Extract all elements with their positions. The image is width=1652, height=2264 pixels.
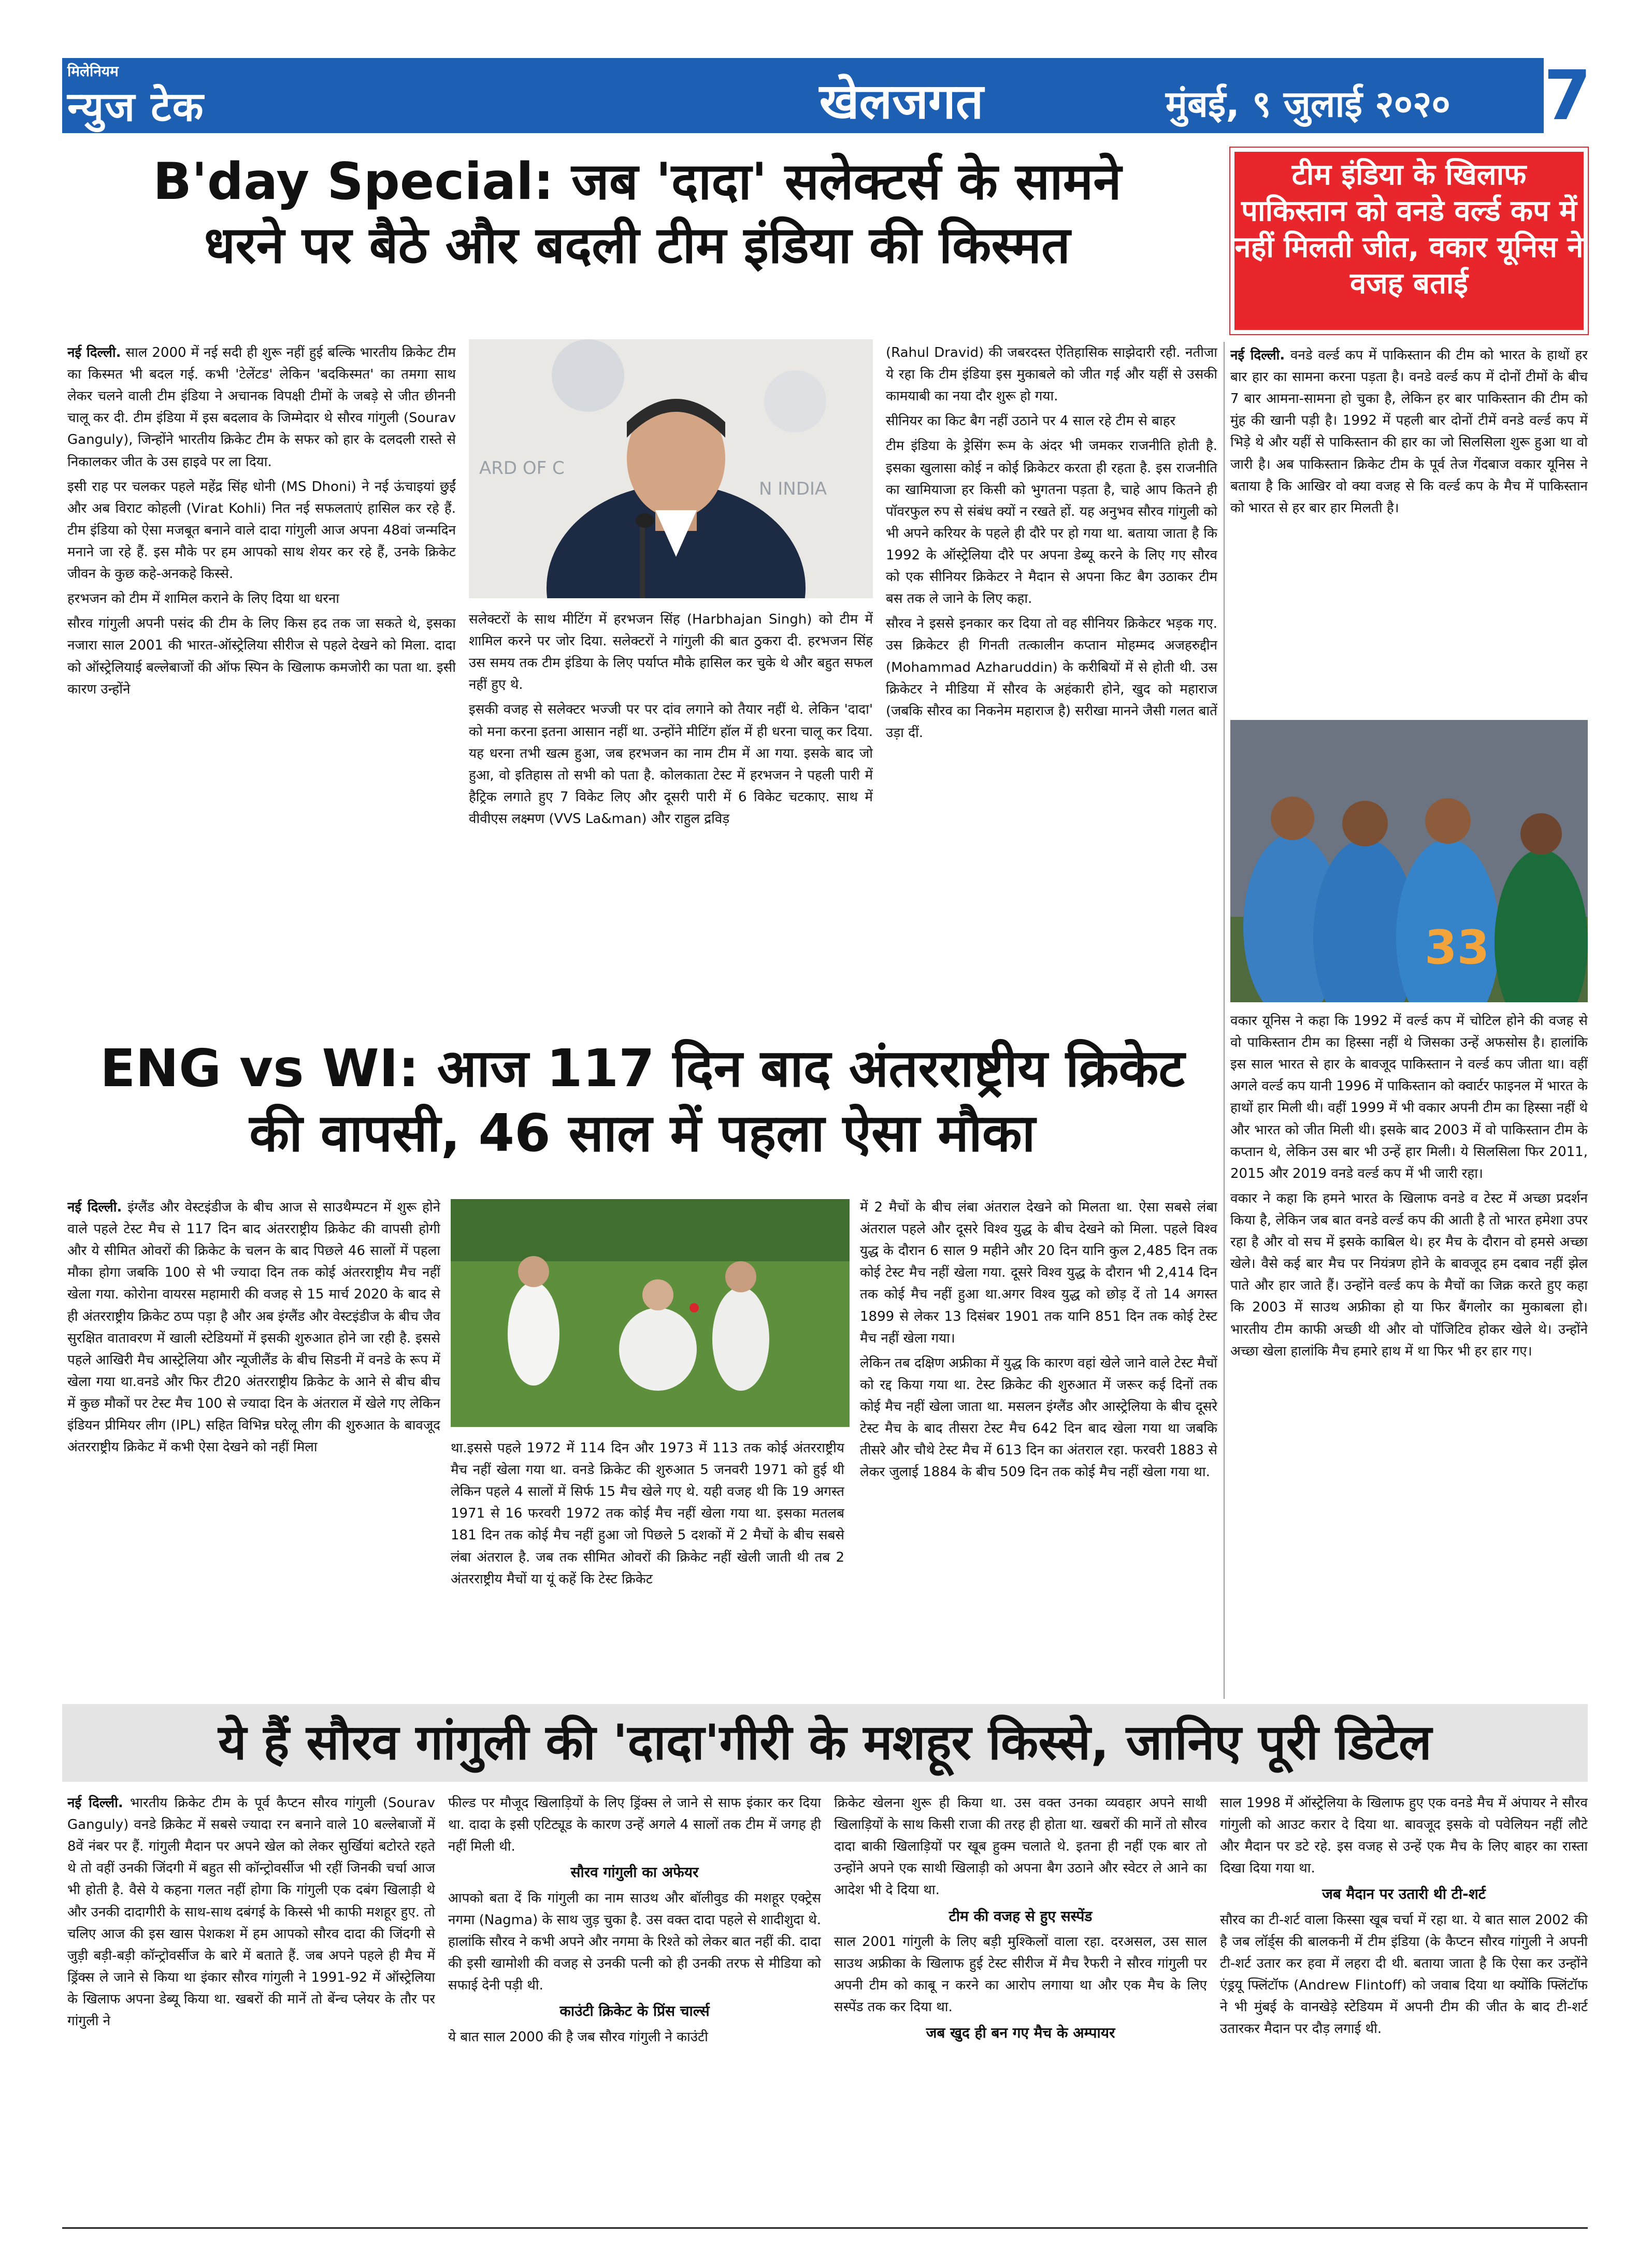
story1-col1-para1: साल 2000 में नई सदी ही शुरू नहीं हुई बल्कि भारतीय क्रिकेट टीम का किस्मत भी बदल गई. कभी 'टेलेंटड' लेकिन 'बदकिस्मत' का तमगा साथ लेकर चलने वाली टीम इंडिया ने अचानक विपक्षी टीमों के जबड़े से जीत छीननी चालू कर दी. टीम इंडिया में इस बदलाव के जिम्मेदार थे सौरव गांगुली (Sourav Ganguly), जिन्होंने भारतीय क्रिकेट टीम के सफर को हार के दलदली रास्ते से निकालकर जीत के उस हाइवे पर ला दिया. xyxy=(67,345,456,470)
page-number: 7 xyxy=(1544,56,1591,136)
story1-dateline: नई दिल्ली. xyxy=(67,345,121,360)
story3-column-3 xyxy=(834,1792,1207,2212)
story2-col3-para2: लेकिन तब दक्षिण अफ्रीका में युद्ध कि कारण वहां खेले जाने वाले टेस्ट मैचों को रद्द किया गया था. टेस्ट क्रिकेट की शुरुआत में जरूर कई दिनों तक कोई मैच नहीं खेला जाता था. मसलन इंग्लैंड और आस्ट्रेलिया के बीच दूसरे टेस्ट मैच के बाद तीसरा टेस्ट मैच 642 दिन बाद खेला गया था जबकि तीसरे और चौथे टेस्ट मैच में 613 दिन का अंतराल रहा. फरवरी 1883 से लेकर जुलाई 1884 के बीच 509 दिन तक कोई मैच नहीं खेला गया था. xyxy=(860,1355,1217,1480)
story3-col2-subhead2: काउंटी क्रिकेट के प्रिंस चार्ल्स xyxy=(559,2002,710,2020)
photo-backdrop-text-left: ARD OF C xyxy=(479,458,565,479)
story3-column-4 xyxy=(1220,1792,1588,2212)
column-divider xyxy=(1224,342,1225,1699)
story3-col2-para1: फील्ड पर मौजूद खिलाड़ियों के लिए ड्रिंक्स ले जाने से साफ इंकार कर दिया था. दादा के इसी एटिट्यूड के कारण उन्हें अगले 4 सालों तक टीम में जगह ही नहीं मिली थी. xyxy=(448,1795,821,1855)
story3-col2-para3: ये बात साल 2000 की है जब सौरव गांगुली ने काउंटी xyxy=(448,2029,708,2045)
india-team-photo-graphic xyxy=(1230,720,1588,1002)
story1-headline-line1: B'day Special: जब 'दादा' सलेक्टर्स के सामने xyxy=(153,152,1122,211)
story1-col2-para1: सलेक्टरों के साथ मीटिंग में हरभजन सिंह (Harbhajan Singh) को टीम में शामिल करने पर जोर दिया. सलेक्टरों ने गांगुली की बात ठुकरा दी. हरभजन सिंह उस समय तक टीम इंडिया के लिए पर्याप्त मौके हासिल कर चुके थे और बहुत सफल नहीं हुए थे. xyxy=(469,612,873,693)
story1-col3-para3: सौरव ने इससे इनकार कर दिया तो वह सीनियर क्रिकेटर भड़क गए. उस क्रिकेटर ही गिनती तत्कालीन कप्तान मोहम्मद अजहरुद्दीन (Mohammad Azharuddin) के करीबियों में से होती थी. उस क्रिकेटर ने मीडिया में सौरव के अहंकारी होने, खुद को महाराज (जबकि सौरव का निकनेम महाराज है) सरीखा मानने जैसी गलत बातें उड़ा दीं. xyxy=(886,616,1217,741)
story3-headline: ये हैं सौरव गांगुली की 'दादा'गीरी के मशहूर किस्से, जानिए पूरी डिटेल xyxy=(218,1714,1432,1771)
story3-column-1 xyxy=(67,1792,435,2212)
sidebar-para2: वकार यूनिस ने कहा कि 1992 में वर्ल्ड कप में चोटिल होने की वजह से वो पाकिस्तान टीम का हिस्सा नहीं थे जिसका उन्हें अफसोस है। हालांकि इस साल भारत से हार के बावजूद पाकिस्तान ने वर्ल्ड कप जीता था। वहीं अगले वर्ल्ड कप यानी 1996 में पाकिस्तान को क्वार्टर फाइनल में भारत के हाथों हार मिली थी। वहीं 1999 में भी वकार अपनी टीम का हिस्सा नहीं थे और भारत को जीत मिली थी। इसके बाद 2003 में वो पाकिस्तान टीम के कप्तान थे, लेकिन उस बार भी उन्हें हार मिली। ये सिलसिला फिर 2011, 2015 और 2019 वनडे वर्ल्ड कप में भी जारी रहा। xyxy=(1230,1013,1588,1181)
story1-col3-subhead: सीनियर का किट बैग नहीं उठाने पर 4 साल रहे टीम से बाहर xyxy=(886,413,1176,429)
sidebar-headline-box: टीम इंडिया के खिलाफ पाकिस्तान को वनडे वर्ल्ड कप में नहीं मिलती जीत, वकार यूनिस ने वजह बताई xyxy=(1230,148,1588,334)
story1-col3-para2: टीम इंडिया के ड्रेसिंग रूम के अंदर भी जमकर राजनीति होती है. इसका खुलासा कोई न कोई क्रिकेटर करता ही रहता है. इस राजनीति का खामियाजा हर किसी को भुगतना पड़ता है, चाहे आप कितने ही पॉवरफुल रुप से संबंध क्यों न रखते हों. यह अनुभव सौरव गांगुली को भी अपने करियर के पहले ही दौरे पर हो गया था. बताया जाता है कि 1992 के ऑस्ट्रेलिया दौरे पर अपना डेब्यू करने के लिए गए सौरव को एक सीनियर क्रिकेटर ने मैदान से अपना किट बैग उठाकर टीम बस तक ले जाने के लिए कहा. xyxy=(886,438,1217,607)
india-team-photo xyxy=(1230,720,1588,1002)
story3-col3-subhead2: जब खुद ही बन गए मैच के अम्पायर xyxy=(926,2024,1115,2042)
story3-col4-para2: सौरव का टी-शर्ट वाला किस्सा खूब चर्चा में रहा था. ये बात साल 2002 की है जब लॉर्ड्स की बालकनी में टीम इंडिया (के कैप्टन सौरव गांगुली ने अपनी टी-शर्ट उतार कर हवा में लहरा दी थी. बताया जाता है कि ऐसा कर उन्होंने एंड्रयू फ्लिंटॉफ (Andrew Flintoff) को जवाब दिया था क्योंकि फ्लिंटॉफ ने भी मुंबई के वानखेड़े स्टेडियम में अपनी टीम की जीत के बाद टी-शर्ट उतारकर मैदान पर दौड़ लगाई थी. xyxy=(1220,1912,1588,2037)
story1-col2-para2: इसकी वजह से सलेक्टर भज्जी पर पर दांव लगाने को तैयार नहीं थे. लेकिन 'दादा' को मना करना इतना आसान नहीं था. उन्होंने मीटिंग हॉल में ही धरना चालू कर दिया. यह धरना तभी खत्म हुआ, जब हरभजन का नाम टीम में आ गया. इसके बाद जो हुआ, वो इतिहास तो सभी को पता है. कोलकाता टेस्ट में हरभजन ने पहली पारी में हैट्रिक लगाते हुए 7 विकेट लिए और दूसरी पारी में 6 विकेट चटकाए. साथ में वीवीएस लक्ष्मण (VVS La&man) और राहुल द्रविड़ xyxy=(469,702,873,827)
story1-column-3 xyxy=(886,342,1217,1015)
story1-col3-para1: (Rahul Dravid) की जबरदस्त ऐतिहासिक साझेदारी रही. नतीजा ये रहा कि टीम इंडिया इस मुकाबले को जीत गई और यहीं से उसकी कामयाबी का नया दौर शुरू हो गया. xyxy=(886,345,1217,405)
sidebar-column-bottom xyxy=(1230,1010,1588,1694)
sidebar-para3: वकार ने कहा कि हमने भारत के खिलाफ वनडे व टेस्ट में अच्छा प्रदर्शन किया है, लेकिन जब बात वनडे वर्ल्ड कप की आती है तो भारत हमेशा उपर रहा है और वो सच में इसके काबिल थे। हर मैच के दौरान वो हमसे अच्छा खेले। वैसे कई बार मैच पर नियंत्रण होने के बावजूद हम दबाव नहीं झेल पाते और हार जाते हैं। उन्होंने वर्ल्ड कप के मैचों का जिक्र करते हुए कहा कि 2003 में साउथ अफ्रीका हो या फिर बैंगलोर का मुकाबला हो। भारतीय टीम काफी अच्छी थी और वो पॉजिटिव होकर खेले थे। उन्होंने अच्छा खेला हालांकि मैच हमारे हाथ में था फिर भी हर हार गए। xyxy=(1230,1190,1588,1359)
story3-col1-para1: भारतीय क्रिकेट टीम के पूर्व कैप्टन सौरव गांगुली (Sourav Ganguly) वनडे क्रिकेट में सबसे ज्यादा रन बनाने वाले 10 बल्लेबाजों में 8वें नंबर पर हैं. गांगुली मैदान पर अपने खेल को लेकर सुर्खियां बटोरते रहते थे तो वहीं उनकी जिंदगी में बहुत सी कॉन्ट्रोवर्सीज भी रहीं जिनकी चर्चा आज भी होती है. वैसे ये कहना गलत नहीं होगा कि गांगुली एक दबंग खिलाड़ी थे और उनकी दादागीरी के साथ-साथ दबंगई के किस्से भी काफी मशहूर हुए. तो चलिए आज की इस खास पेशकश में हम आपको सौरव दादा की जिंदगी से जुड़ी बड़ी-बड़ी कॉन्ट्रोवर्सीज के बारे में बताते हैं. जब अपने पहले ही मैच में ड्रिंक्स ले जाने से किया था इंकार सौरव गांगुली ने 1991-92 में ऑस्ट्रेलिया के खिलाफ अपना डेब्यू किया था. खबरों की मानें तो बेंन्च प्लेयर के तौर पर गांगुली ने xyxy=(67,1795,435,2029)
story3-column-2 xyxy=(448,1792,821,2212)
story3-col2-para2: आपको बता दें कि गांगुली का नाम साउथ और बॉलीवुड की मशहूर एक्ट्रेस नगमा (Nagma) के साथ जुड़ चुका है. उस वक्त दादा पहले से शादीशुदा थे. हालांकि सौरव ने कभी अपने और नगमा के रिश्ते को लेकर बात नहीं की. दादा की इसी खामोशी की वजह से उनकी पत्नी को ही उनकी तरफ से मीडिया को सफाई देनी पड़ी थी. xyxy=(448,1890,821,1994)
story1-column-2 xyxy=(469,609,873,1013)
story1-headline xyxy=(67,150,1207,277)
england-practice-photo xyxy=(451,1199,850,1427)
sidebar-dateline: नई दिल्ली. xyxy=(1230,348,1285,363)
story2-col3-para1: में 2 मैचों के बीच लंबा अंतराल देखने को मिलता था. ऐसा सबसे लंबा अंतराल पहले और दूसरे विश्व युद्ध के बीच देखने को मिला. पहले विश्व युद्ध के दौरान 6 साल 9 महीने और 20 दिन यानि कुल 2,485 दिन तक कोई टेस्ट मैच नहीं खेला गया. दूसरे विश्व युद्ध के दौरान भी 2,414 दिन तक कोई मैच नहीं हुआ था.अगर विश्व युद्ध को छोड़ दें तो 14 अगस्त 1899 से लेकर 13 दिसंबर 1901 तक यानि 851 दिन तक कोई टेस्ट मैच नहीं खेला गया। xyxy=(860,1200,1217,1346)
photo-backdrop-text-right: N INDIA xyxy=(759,479,827,499)
story2-column-3 xyxy=(860,1196,1217,1694)
story3-col2-subhead1: सौरव गांगुली का अफेयर xyxy=(570,1864,699,1881)
jersey-number: 33 xyxy=(1425,920,1490,975)
story2-column-2 xyxy=(451,1437,844,1696)
sidebar-column-top xyxy=(1230,344,1588,712)
story1-col1-subhead: हरभजन को टीम में शामिल कराने के लिए दिया था धरना xyxy=(67,591,340,607)
story3-col3-para2: साल 2001 गांगुली के लिए बड़ी मुश्किलों वाला रहा. दरअसल, उस साल साउथ अफ्रीका के खिलाफ हुई टेस्ट सीरीज में मैच रैफरी ने सौरव गांगुली पर अपनी टीम को काबू न करने का आरोप लगाया था और एक मैच के लिए सस्पेंड तक कर दिया था. xyxy=(834,1934,1207,2015)
ganguly-photo-graphic xyxy=(469,339,873,598)
story1-col1-para2: इसी राह पर चलकर पहले महेंद्र सिंह धोनी (MS Dhoni) ने नई ऊंचाइयां छुईं और अब विराट कोहली (Virat Kohli) नित नई सफलताएं हासिल कर रहे हैं. टीम इंडिया को ऐसा मजबूत बनाने वाले दादा गांगुली आज अपना 48वां जन्मदिन मनाने जा रहे हैं. इस मौके पर हम आपको साथ शेयर कर रहे हैं, उनके क्रिकेट जीवन के कुछ कहे-अनकहे किस्से. xyxy=(67,479,456,582)
newspaper-name: न्युज टेक xyxy=(67,84,205,131)
story2-headline-line1: ENG vs WI: आज 117 दिन बाद अंतरराष्ट्रीय क्रिकेट xyxy=(100,1038,1185,1099)
story2-headline xyxy=(67,1036,1217,1165)
section-title: खेलजगत xyxy=(819,74,984,130)
story1-headline-line2: धरने पर बैठे और बदली टीम इंडिया की किस्मत xyxy=(204,215,1070,275)
story3-col3-para1: क्रिकेट खेलना शुरू ही किया था. उस वक्त उनका व्यवहार अपने साथी खिलाड़ियों के साथ किसी राजा की तरह ही होता था. खबरों की मानें तो सौरव दादा बाकी खिलाड़ियों पर खूब हुक्म चलाते थे. इतना ही नहीं एक बार तो उन्होंने अपने एक साथी खिलाड़ी को अपना बैग उठाने और स्वेटर ले आने का आदेश भी दे दिया था. xyxy=(834,1795,1207,1898)
story1-col1-para3: सौरव गांगुली अपनी पसंद की टीम के लिए किस हद तक जा सकते थे, इसका नजारा साल 2001 की भारत-ऑस्ट्रेलिया सीरीज से पहले देखने को मिला. दादा को ऑस्ट्रेलियाई बल्लेबाजों की ऑफ स्पिन के खिलाफ कमजोरी का पता था. इसी कारण उन्होंने xyxy=(67,616,456,697)
story2-dateline: नई दिल्ली. xyxy=(67,1200,122,1215)
sidebar-para1: वनडे वर्ल्ड कप में पाकिस्तान की टीम को भारत के हाथों हर बार हार का सामना करना पड़ता है। वनडे वर्ल्ड कप में दोनों टीमों के बीच 7 बार आमना-सामना हो चुका है, लेकिन हर बार पाकिस्तान की टीम को मुंह की खानी पड़ी है। 1992 में पहली बार दोनों टीमें वनडे वर्ल्ड कप में भिड़े थे और यहीं से पाकिस्तान की हार का जो सिलसिला शुरू हुआ था वो जारी है। अब पाकिस्तान क्रिकेट टीम के पूर्व तेज गेंदबाज वकार यूनिस ने बताया है कि आखिर वो क्या वजह से कि वर्ल्ड कप के मैच में पाकिस्तान को भारत से हर बार हार मिलती है। xyxy=(1230,348,1588,516)
ganguly-photo xyxy=(469,339,873,598)
story2-col2-para1: था.इससे पहले 1972 में 114 दिन और 1973 में 113 तक कोई अंतरराष्ट्रीय मैच नहीं खेला गया था. वनडे क्रिकेट की शुरुआत 5 जनवरी 1971 को हुई थी लेकिन पहले 4 सालों में सिर्फ 15 मैच खेले गए थे. यही वजह थी कि 19 अगस्त 1971 से 16 फरवरी 1972 तक कोई मैच नहीं खेला गया था. इसका मतलब 181 दिन तक कोई मैच नहीं हुआ जो पिछले 5 दशकों में 2 मैचों के बीच सबसे लंबा अंतराल है. जब तक सीमित ओवरों की क्रिकेट नहीं खेली जाती थी तब 2 अंतरराष्ट्रीय मैचों या यूं कहें कि टेस्ट क्रिकेट xyxy=(451,1440,844,1587)
story3-dateline: नई दिल्ली. xyxy=(67,1795,123,1811)
story2-headline-line2: की वापसी, 46 साल में पहला ऐसा मौका xyxy=(249,1103,1036,1163)
page-bottom-rule xyxy=(62,2227,1588,2229)
story3-col3-subhead1: टीम की वजह से हुए सस्पेंड xyxy=(949,1907,1093,1925)
story3-col4-subhead1: जब मैदान पर उतारी थी टी-शर्ट xyxy=(1322,1885,1486,1903)
issue-date: मुंबई, ९ जुलाई २०२० xyxy=(1166,83,1450,125)
story3-col4-para1: साल 1998 में ऑस्ट्रेलिया के खिलाफ हुए एक वनडे मैच में अंपायर ने सौरव गांगुली को आउट करार दे दिया था. बावजूद इसके वो पवेलियन नहीं लौटे और मैदान पर डटे रहे. इस वजह से उन्हें एक मैच के लिए बाहर का रास्ता दिखा दिया गया था. xyxy=(1220,1795,1588,1877)
england-practice-photo-graphic xyxy=(451,1199,850,1427)
brand-small-label: मिलेनियम xyxy=(67,63,119,80)
story2-column-1 xyxy=(67,1196,440,1694)
story2-col1-para1: इंग्लैंड और वेस्टइंडीज के बीच आज से साउथैम्पटन में शुरू होने वाले पहले टेस्ट मैच से 117 दिन बाद अंतरराष्ट्रीय क्रिकेट की वापसी होगी और ये सीमित ओवरों की क्रिकेट के चलन के बाद पिछले 46 सालों में पहला मौका होगा जबकि 100 से भी ज्यादा दिन तक कोई अंतरराष्ट्रीय मैच नहीं खेला गया. कोरोना वायरस महामारी की वजह से 15 मार्च 2020 के बाद से ही अंतरराष्ट्रीय क्रिकेट ठप्प पड़ा है और अब इंग्लैंड और वेस्टइंडीज के बीच जैव सुरक्षित वातावरण में खाली स्टेडियमों में इसकी शुरुआत होने जा रही है. इससे पहले आखिरी मैच आस्ट्रेलिया और न्यूजीलैंड के बीच सिडनी में वनडे के रूप में खेला गया था.वनडे और फिर टी20 अंतरराष्ट्रीय क्रिकेट के आने से बीच बीच में कुछ मौकों पर टेस्ट मैच 100 से ज्यादा दिन के अंतराल में खेले गए लेकिन इंडियन प्रीमियर लीग (IPL) सहित विभिन्न घरेलू लीग की शुरुआत के बावजूद अंतरराष्ट्रीय क्रिकेट में कभी ऐसा देखने को नहीं मिला xyxy=(67,1200,440,1455)
story1-column-1 xyxy=(67,342,456,1015)
